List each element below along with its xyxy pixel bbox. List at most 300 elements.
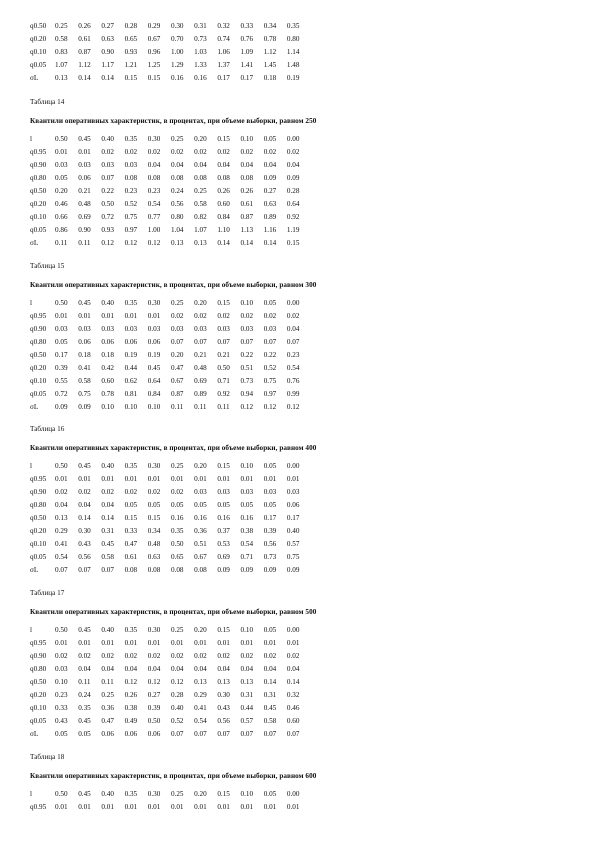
table-cell: 0.18 (263, 74, 277, 82)
table-cell: 0.69 (194, 377, 207, 385)
row-label: q0.50 (30, 678, 47, 686)
table-row (30, 702, 310, 715)
row-label: l (30, 790, 32, 798)
row-label: l (30, 462, 32, 470)
table-cell: 0.61 (78, 35, 91, 43)
table-cell: 0.20 (55, 187, 68, 195)
table-cell: 0.23 (286, 351, 300, 359)
table-cell: 0.08 (147, 174, 161, 182)
table-cell: 0.30 (217, 691, 230, 699)
table-cell: 0.04 (263, 161, 277, 169)
table-cell: 0.60 (101, 377, 114, 385)
table-cell: 0.27 (101, 22, 114, 30)
table-cell: 0.11 (194, 403, 207, 411)
table-cell: 0.07 (240, 730, 254, 738)
table-cell: 0.16 (170, 514, 184, 522)
table-cell: 0.01 (55, 475, 68, 483)
table-cell: 0.20 (194, 299, 207, 307)
table-cell: 0.11 (101, 678, 114, 686)
table-cell: 0.33 (240, 22, 254, 30)
table-cell: 0.05 (170, 501, 184, 509)
table-row (30, 512, 310, 525)
table-cell: 0.25 (101, 691, 114, 699)
table-cell: 1.03 (194, 48, 207, 56)
table-cell: 0.74 (217, 35, 230, 43)
table-cell: 0.25 (170, 135, 184, 143)
table-cell: 0.15 (217, 299, 230, 307)
table-cell: 0.49 (124, 717, 138, 725)
table-cell: 0.06 (124, 730, 138, 738)
table-cell: 0.54 (194, 717, 207, 725)
table-cell: 0.32 (217, 22, 230, 30)
table-cell: 0.41 (194, 704, 207, 712)
table-cell: 0.29 (147, 22, 161, 30)
table-cell: 0.76 (286, 377, 300, 385)
row-label: q0.95 (30, 803, 47, 811)
table-cell: 0.02 (170, 652, 184, 660)
table-cell: 1.21 (124, 61, 138, 69)
table-cell: 0.36 (194, 527, 207, 535)
table-row (30, 663, 310, 676)
table-cell: 0.58 (263, 717, 277, 725)
table-cell: 0.05 (217, 501, 230, 509)
table-17-caption: Квантили оперативных характеристик, в процентах, при объеме выборки, равном 500 (30, 608, 317, 616)
table-cell: 0.14 (263, 239, 277, 247)
table-cell: 0.45 (78, 717, 91, 725)
table-cell: 0.01 (55, 803, 68, 811)
table-cell: 0.23 (124, 187, 138, 195)
row-label: q0.80 (30, 338, 47, 346)
table-cell: 0.51 (240, 364, 254, 372)
table-cell: 0.07 (240, 338, 254, 346)
table-row (30, 460, 310, 473)
table-cell: 0.73 (240, 377, 254, 385)
table-16-title: Таблица 16 (30, 425, 65, 433)
table-cell: 0.04 (240, 161, 254, 169)
table-cell: 0.03 (194, 488, 207, 496)
table-cell: 0.69 (217, 553, 230, 561)
table-cell: 0.48 (194, 364, 207, 372)
table-cell: 0.03 (217, 325, 230, 333)
table-cell: 0.87 (240, 213, 254, 221)
table-cell: 0.04 (217, 161, 230, 169)
table-cell: 0.02 (55, 652, 68, 660)
table-cell: 0.72 (55, 390, 68, 398)
table-cell: 0.15 (124, 514, 138, 522)
table-row (30, 637, 310, 650)
table-cell: 0.05 (55, 730, 68, 738)
table-cell: 0.20 (194, 462, 207, 470)
table-cell: 0.02 (240, 312, 254, 320)
table-cell: 0.09 (263, 566, 277, 574)
table-cell: 0.07 (170, 338, 184, 346)
row-label: q0.20 (30, 527, 47, 535)
table-17-title: Таблица 17 (30, 589, 65, 597)
table-cell: 0.01 (55, 148, 68, 156)
table-15-caption: Квантили оперативных характеристик, в процентах, при объеме выборки, равном 300 (30, 281, 317, 289)
table-cell: 0.01 (217, 475, 230, 483)
table-cell: 0.26 (78, 22, 91, 30)
table-cell: 0.20 (194, 626, 207, 634)
row-label: q0.10 (30, 377, 47, 385)
table-cell: 0.06 (78, 338, 91, 346)
table-cell: 0.02 (101, 488, 114, 496)
table-cell: 0.10 (240, 135, 254, 143)
table-cell: 0.54 (55, 553, 68, 561)
table-cell: 0.10 (147, 403, 161, 411)
table-cell: 0.09 (240, 566, 254, 574)
table-cell: 0.03 (240, 488, 254, 496)
table-cell: 1.48 (286, 61, 300, 69)
table-cell: 0.17 (286, 514, 300, 522)
table-cell: 0.50 (55, 626, 68, 634)
table-cell: 0.35 (124, 299, 138, 307)
row-label: q0.50 (30, 187, 47, 195)
table-cell: 0.04 (124, 665, 138, 673)
table-cell: 0.26 (217, 187, 230, 195)
table-cell: 0.26 (240, 187, 254, 195)
table-cell: 0.47 (124, 540, 138, 548)
table-cell: 0.90 (101, 48, 114, 56)
table-cell: 0.27 (147, 691, 161, 699)
table-cell: 0.07 (217, 338, 230, 346)
table-cell: 1.06 (217, 48, 230, 56)
table-cell: 0.00 (286, 626, 300, 634)
table-cell: 0.02 (101, 652, 114, 660)
table-cell: 0.40 (101, 135, 114, 143)
table-cell: 0.45 (78, 790, 91, 798)
table-cell: 0.34 (147, 527, 161, 535)
table-cell: 0.57 (286, 540, 300, 548)
table-cell: 0.08 (170, 566, 184, 574)
table-cell: 0.44 (240, 704, 254, 712)
table-cell: 0.15 (124, 74, 138, 82)
table-cell: 0.54 (286, 364, 300, 372)
table-cell: 0.02 (263, 148, 277, 156)
table-cell: 0.10 (55, 678, 68, 686)
table-cell: 0.10 (240, 462, 254, 470)
table-cell: 0.81 (124, 390, 138, 398)
table-cell: 0.65 (124, 35, 138, 43)
row-label: σL (30, 403, 39, 411)
table-cell: 0.35 (124, 626, 138, 634)
row-label: l (30, 135, 32, 143)
table-cell: 0.04 (170, 665, 184, 673)
row-label: q0.90 (30, 325, 47, 333)
table-cell: 0.73 (263, 553, 277, 561)
table-cell: 0.12 (240, 403, 254, 411)
table-cell: 0.15 (217, 626, 230, 634)
table-row (30, 72, 310, 85)
table-cell: 0.26 (124, 691, 138, 699)
table-cell: 0.72 (101, 213, 114, 221)
table-cell: 0.17 (240, 74, 254, 82)
table-cell: 1.19 (286, 226, 300, 234)
table-cell: 0.84 (217, 213, 230, 221)
table-cell: 0.05 (263, 135, 277, 143)
table-16 (30, 460, 310, 577)
table-cell: 0.01 (55, 312, 68, 320)
table-cell: 0.07 (194, 730, 207, 738)
table-cell: 0.08 (240, 174, 254, 182)
table-cell: 0.14 (101, 74, 114, 82)
table-row (30, 715, 310, 728)
table-cell: 0.61 (124, 553, 138, 561)
table-cell: 0.05 (194, 501, 207, 509)
table-cell: 0.92 (286, 213, 300, 221)
table-cell: 0.37 (217, 527, 230, 535)
row-label: q0.90 (30, 652, 47, 660)
table-row (30, 297, 310, 310)
table-cell: 0.02 (78, 652, 91, 660)
table-cell: 0.01 (101, 475, 114, 483)
table-cell: 0.33 (55, 704, 68, 712)
table-cell: 1.29 (170, 61, 184, 69)
table-row (30, 788, 310, 801)
table-cell: 0.09 (55, 403, 68, 411)
table-cell: 0.01 (286, 803, 300, 811)
table-row (30, 20, 310, 33)
table-cell: 0.00 (286, 135, 300, 143)
table-cell: 0.41 (78, 364, 91, 372)
table-cell: 1.10 (217, 226, 230, 234)
table-cell: 0.02 (240, 148, 254, 156)
table-cell: 0.07 (286, 730, 300, 738)
row-label: q0.10 (30, 48, 47, 56)
table-cell: 0.03 (240, 325, 254, 333)
table-cell: 0.04 (217, 665, 230, 673)
table-row (30, 486, 310, 499)
table-cell: 0.00 (286, 462, 300, 470)
table-cell: 0.02 (286, 312, 300, 320)
table-cell: 0.29 (194, 691, 207, 699)
table-cell: 0.07 (263, 730, 277, 738)
table-cell: 0.13 (217, 678, 230, 686)
table-cell: 0.07 (217, 730, 230, 738)
table-row (30, 525, 310, 538)
table-cell: 0.04 (147, 665, 161, 673)
table-cell: 0.16 (240, 514, 254, 522)
table-cell: 0.09 (217, 566, 230, 574)
table-row (30, 676, 310, 689)
table-cell: 0.09 (263, 174, 277, 182)
table-cell: 0.63 (147, 553, 161, 561)
table-cell: 0.12 (286, 403, 300, 411)
table-cell: 0.54 (147, 200, 161, 208)
table-cell: 0.01 (78, 803, 91, 811)
table-cell: 0.09 (286, 174, 300, 182)
table-cell: 0.30 (147, 790, 161, 798)
row-label: q0.50 (30, 22, 47, 30)
table-cell: 0.01 (217, 803, 230, 811)
table-cell: 0.03 (217, 488, 230, 496)
table-cell: 0.47 (101, 717, 114, 725)
row-label: q0.90 (30, 161, 47, 169)
table-cell: 0.31 (101, 527, 114, 535)
table-cell: 0.03 (78, 325, 91, 333)
table-cell: 0.03 (124, 325, 138, 333)
table-cell: 0.93 (101, 226, 114, 234)
table-cell: 0.02 (286, 148, 300, 156)
table-cell: 0.01 (263, 803, 277, 811)
table-cell: 0.30 (170, 22, 184, 30)
table-cell: 0.82 (194, 213, 207, 221)
table-cell: 0.43 (78, 540, 91, 548)
table-cell: 0.67 (170, 377, 184, 385)
table-row (30, 133, 310, 146)
table-cell: 0.20 (170, 351, 184, 359)
table-cell: 0.03 (101, 161, 114, 169)
table-cell: 0.01 (101, 639, 114, 647)
table-cell: 0.30 (147, 462, 161, 470)
table-cell: 1.16 (263, 226, 277, 234)
table-cell: 0.02 (147, 652, 161, 660)
table-cell: 0.06 (147, 338, 161, 346)
row-label: l (30, 299, 32, 307)
table-cell: 0.96 (147, 48, 161, 56)
table-cell: 0.33 (124, 527, 138, 535)
table-cell: 0.55 (55, 377, 68, 385)
table-cell: 0.44 (124, 364, 138, 372)
table-cell: 0.01 (147, 803, 161, 811)
table-cell: 0.40 (286, 527, 300, 535)
row-label: q0.95 (30, 312, 47, 320)
table-cell: 0.54 (240, 540, 254, 548)
table-row (30, 801, 310, 814)
table-cell: 0.01 (124, 312, 138, 320)
row-label: q0.20 (30, 691, 47, 699)
table-cell: 0.83 (55, 48, 68, 56)
table-row (30, 172, 310, 185)
table-row (30, 401, 310, 414)
table-cell: 0.73 (194, 35, 207, 43)
table-cell: 0.25 (170, 299, 184, 307)
table-cell: 0.01 (240, 475, 254, 483)
table-cell: 0.01 (286, 475, 300, 483)
table-cell: 0.07 (101, 566, 114, 574)
table-cell: 0.17 (217, 74, 230, 82)
table-cell: 0.52 (170, 717, 184, 725)
table-cell: 0.03 (170, 325, 184, 333)
row-label: q0.20 (30, 200, 47, 208)
table-cell: 0.07 (55, 566, 68, 574)
table-cell: 0.50 (55, 135, 68, 143)
table-cell: 0.19 (124, 351, 138, 359)
table-row (30, 388, 310, 401)
table-cell: 0.56 (263, 540, 277, 548)
table-cell: 0.35 (124, 790, 138, 798)
table-15-title: Таблица 15 (30, 262, 65, 270)
table-cell: 0.02 (194, 312, 207, 320)
table-cell: 0.14 (217, 239, 230, 247)
row-label: q0.95 (30, 475, 47, 483)
row-label: q0.80 (30, 665, 47, 673)
table-cell: 0.70 (170, 35, 184, 43)
table-cell: 0.01 (124, 475, 138, 483)
row-label: q0.05 (30, 717, 47, 725)
table-cell: 0.56 (78, 553, 91, 561)
table-cell: 0.13 (240, 678, 254, 686)
table-cell: 0.71 (240, 553, 254, 561)
table-18-title: Таблица 18 (30, 753, 65, 761)
table-row (30, 624, 310, 637)
table-cell: 0.56 (170, 200, 184, 208)
table-cell: 0.01 (55, 639, 68, 647)
table-cell: 0.05 (124, 501, 138, 509)
table-cell: 0.01 (263, 475, 277, 483)
row-label: q0.50 (30, 351, 47, 359)
table-cell: 0.06 (101, 730, 114, 738)
table-cell: 0.02 (240, 652, 254, 660)
table-cell: 0.08 (124, 566, 138, 574)
table-cell: 0.35 (286, 22, 300, 30)
table-row (30, 375, 310, 388)
table-cell: 0.28 (286, 187, 300, 195)
table-cell: 0.99 (286, 390, 300, 398)
table-cell: 0.28 (124, 22, 138, 30)
table-cell: 0.92 (217, 390, 230, 398)
table-cell: 0.13 (55, 514, 68, 522)
table-cell: 0.02 (147, 488, 161, 496)
table-cell: 0.03 (286, 488, 300, 496)
table-cell: 0.01 (101, 312, 114, 320)
table-cell: 0.57 (240, 717, 254, 725)
table-cell: 0.15 (147, 514, 161, 522)
table-row (30, 198, 310, 211)
table-cell: 0.27 (263, 187, 277, 195)
table-row (30, 323, 310, 336)
table-cell: 0.66 (55, 213, 68, 221)
table-cell: 0.40 (101, 299, 114, 307)
table-cell: 0.15 (147, 74, 161, 82)
table-cell: 0.04 (263, 665, 277, 673)
row-label: q0.50 (30, 514, 47, 522)
table-cell: 0.03 (55, 325, 68, 333)
table-cell: 0.18 (78, 351, 91, 359)
table-cell: 0.05 (55, 174, 68, 182)
table-cell: 0.56 (217, 717, 230, 725)
table-15 (30, 297, 310, 414)
table-cell: 0.50 (55, 299, 68, 307)
table-cell: 0.05 (263, 501, 277, 509)
table-cell: 0.06 (124, 338, 138, 346)
table-cell: 0.02 (147, 148, 161, 156)
table-cell: 0.10 (240, 299, 254, 307)
table-row (30, 362, 310, 375)
table-cell: 0.31 (263, 691, 277, 699)
table-cell: 0.77 (147, 213, 161, 221)
table-row (30, 211, 310, 224)
table-cell: 0.30 (147, 626, 161, 634)
table-cell: 0.12 (170, 678, 184, 686)
table-cell: 0.00 (286, 299, 300, 307)
table-cell: 0.01 (194, 639, 207, 647)
table-cell: 0.15 (217, 135, 230, 143)
row-label: σL (30, 730, 39, 738)
table-cell: 0.07 (170, 730, 184, 738)
table-cell: 0.05 (263, 626, 277, 634)
table-row (30, 551, 310, 564)
table-cell: 0.84 (147, 390, 161, 398)
table-cell: 0.09 (286, 566, 300, 574)
table-cell: 0.69 (78, 213, 91, 221)
table-cell: 0.40 (101, 790, 114, 798)
table-cell: 0.47 (170, 364, 184, 372)
row-label: q0.80 (30, 174, 47, 182)
table-cell: 0.63 (101, 35, 114, 43)
table-cell: 0.97 (124, 226, 138, 234)
table-cell: 0.15 (217, 790, 230, 798)
